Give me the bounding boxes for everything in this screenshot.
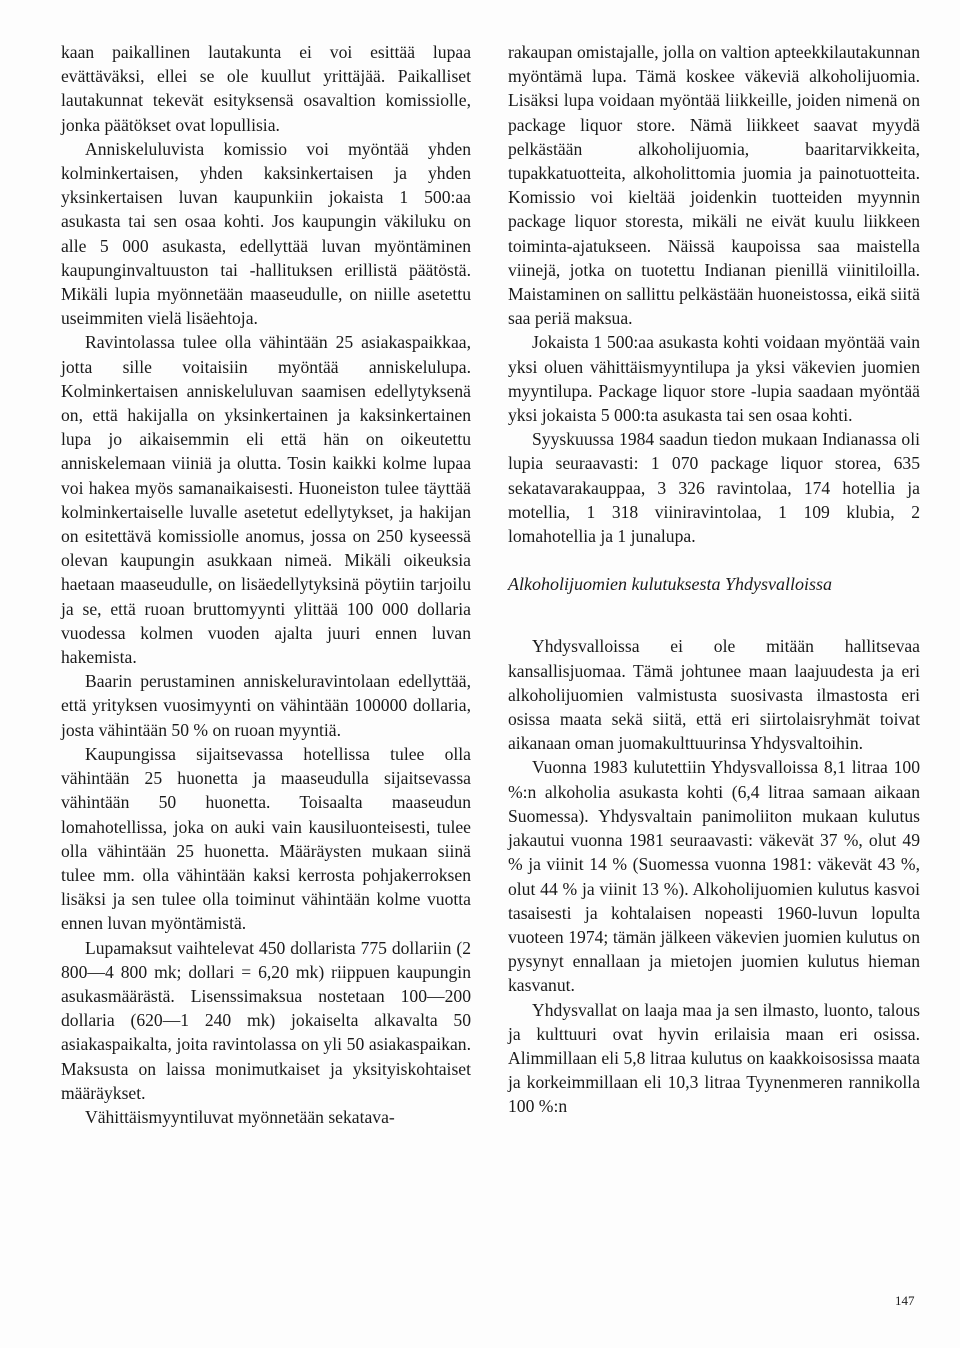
right-column (508, 40, 920, 1119)
paragraph: Vuonna 1983 kulutettiin Yhdysvalloissa 8,1 litraa 100 %:n alkoholia asukasta kohti (6,4 litraa samaan aikaan Suomessa). Yhdysvaltain panimoliiton mukaan kulutus jakautui vuonna 1981 seuraavasti: väkevät 37 %, olut 49 % ja viinit 14 % (Suomessa vuonna 1981: väkevät 43 %, olut 44 % ja viinit 13 %). Alkoholijuomien kulutus kasvoi tasaisesti ja kohtalaisen nopeasti 1960-luvun lopulta vuoteen 1974; tämän jälkeen väkevien juomien kulutus on pysynyt ennallaan ja mietojen juomien kulutus hieman kasvanut. (508, 757, 920, 996)
left-column (61, 40, 471, 1129)
paragraph: Vähittäismyyntiluvat myönnetään sekatava- (85, 1106, 395, 1127)
page-number: 147 (895, 1293, 915, 1308)
paragraph: Ravintolassa tulee olla vähintään 25 asiakaspaikkaa, jotta sille voitaisiin myöntää anniskelulupa. Kolminkertaisen anniskeluluvan saamisen edellytyksenä on, että hakijalla on yksinkertainen ja kaksinkertainen lupa jo aikaisemmin eli että hän on oikeutettu anniskelemaan viiniä ja olutta. Tosin kaikki kolme lupaa voi hakea myös samanaikaisesti. Huoneiston tulee täyttää kolminkertaiselle luvalle asetetut edellytykset, ja hakijan on esitettävä komissiolle anomus, jossa on 250 kyseessä olevan kaupungin asukkaan nimeä. Mikäli oikeuksia haetaan maaseudulle, on lisäedellytyksinä pöytiin tarjoilu ja se, että ruoan bruttomyynti ylittää 100 000 dollaria vuodessa kolmen vuoden ajalta juuri ennen luvan hakemista. (61, 332, 471, 668)
paragraph: kaan paikallinen lautakunta ei voi esittää lupaa evättäväksi, ellei se ole kuullut yrittäjää. Paikalliset lautakunnat tekevät esityksensä osavaltion komissiolle, jonka päätökset ovat lopullisia. (61, 42, 471, 135)
paragraph: Syyskuussa 1984 saadun tiedon mukaan Indianassa oli lupia seuraavasti: 1 070 package liquor storea, 635 sekatavarakauppaa, 3 326 ravintolaa, 174 hotellia ja motellia, 1 318 viiniravintolaa, 1 109 klubia, 2 lomahotellia ja 1 junalupa. (508, 429, 920, 547)
paragraph: Kaupungissa sijaitsevassa hotellissa tulee olla vähintään 25 huonetta ja maaseudulla sijaitsevassa vähintään 50 huonetta. Toisaalta maaseudun lomahotellissa, joka on auki vain kausiluonteisesti, tulee olla vähintään 25 huonetta. Määräysten mukaan siinä tulee mm. olla vähintään kaksi kerrosta pohjakerroksen lisäksi ja sen tulee olla toiminut vähintään kolme vuotta ennen luvan myöntämistä. (61, 743, 471, 934)
paragraph: Anniskeluluvista komissio voi myöntää yhden kolminkertaisen, yhden kaksinkertaisen ja yhden yksinkertaisen luvan kaupunkiin jokaista 1 500:aa asukasta tai sen osaa kohti. Jos kaupungin väkiluku on alle 5 000 asukasta, edellyttää luvan myöntäminen kaupunginvaltuuston tai -hallituksen erillistä päätöstä. Mikäli lupia myönnetään maaseudulle, on niille asetettu useimmiten vielä lisäehtoja. (61, 138, 471, 329)
paragraph: Yhdysvallat on laaja maa ja sen ilmasto, luonto, talous ja kulttuuri ovat hyvin erilaisia maan eri osissa. Alimmillaan eli 5,8 litraa kulutus on kaakkoisosissa maata ja korkeimmillaan eli 10,3 litraa Tyynenmeren rannikolla 100 %:n (508, 999, 920, 1117)
paragraph: Yhdysvalloissa ei ole mitään hallitsevaa kansallisjuomaa. Tämä johtunee maan laajuudesta ja eri alkoholijuomien valmistusta suosivasta ilmastosta eri osissa maata sekä siitä, että eri siirtolaisryhmät toivat aikanaan oman juomakulttuurinsa Yhdysvaltoihin. (508, 636, 920, 754)
paragraph: Baarin perustaminen anniskeluravintolaan edellyttää, että yrityksen vuosimyynti on vähintään 100000 dollaria, josta vähintään 50 % on ruoan myyntiä. (61, 671, 471, 740)
paragraph: Jokaista 1 500:aa asukasta kohti voidaan myöntää vain yksi oluen vähittäismyyntilupa ja yksi väkevien juomien myyntilupa. Package liquor store -lupia saadaan myöntää yksi jokaista 5 000:ta asukasta tai sen osaa kohti. (508, 332, 920, 426)
section-heading: Alkoholijuomien kulutuksesta Yhdysvalloissa (508, 574, 832, 595)
paragraph: Lupamaksut vaihtelevat 450 dollarista 775 dollariin (2 800—4 800 mk; dollari = 6,20 mk) riippuen kaupungin asukasmäärästä. Lisenssimaksua nostetaan 100—200 dollaria (620—1 240 mk) jokaiselta alkavalta 50 asiakaspaikalta, joita ravintolassa on yli 50 asiakaspaikan. Maksusta on laissa monimutkaiset ja yksityiskohtaiset määräykset. (61, 937, 471, 1103)
paragraph: rakaupan omistajalle, jolla on valtion apteekkilautakunnan myöntämä lupa. Tämä koskee väkeviä alkoholijuomia. Lisäksi lupa voidaan myöntää liikkeille, joiden nimenä on package liquor store. Nämä liikkeet saavat myydä pelkästään alkoholijuomia, baaritarvikkeita, tupakkatuotteita, alkoholittomia juomia ja painotuotteita. Komissio voi kieltää joidenkin tuotteiden myynnin package liquor storesta, mikäli ne eivät kuulu liikkeen toiminta-ajatukseen. Näissä kaupoissa saa maistella viinejä, jotka on tuotettu Indianan pienillä viinitiloilla. Maistaminen on sallittu pelkästään huoneistossa, eikä siitä saa periä maksua. (508, 42, 920, 329)
